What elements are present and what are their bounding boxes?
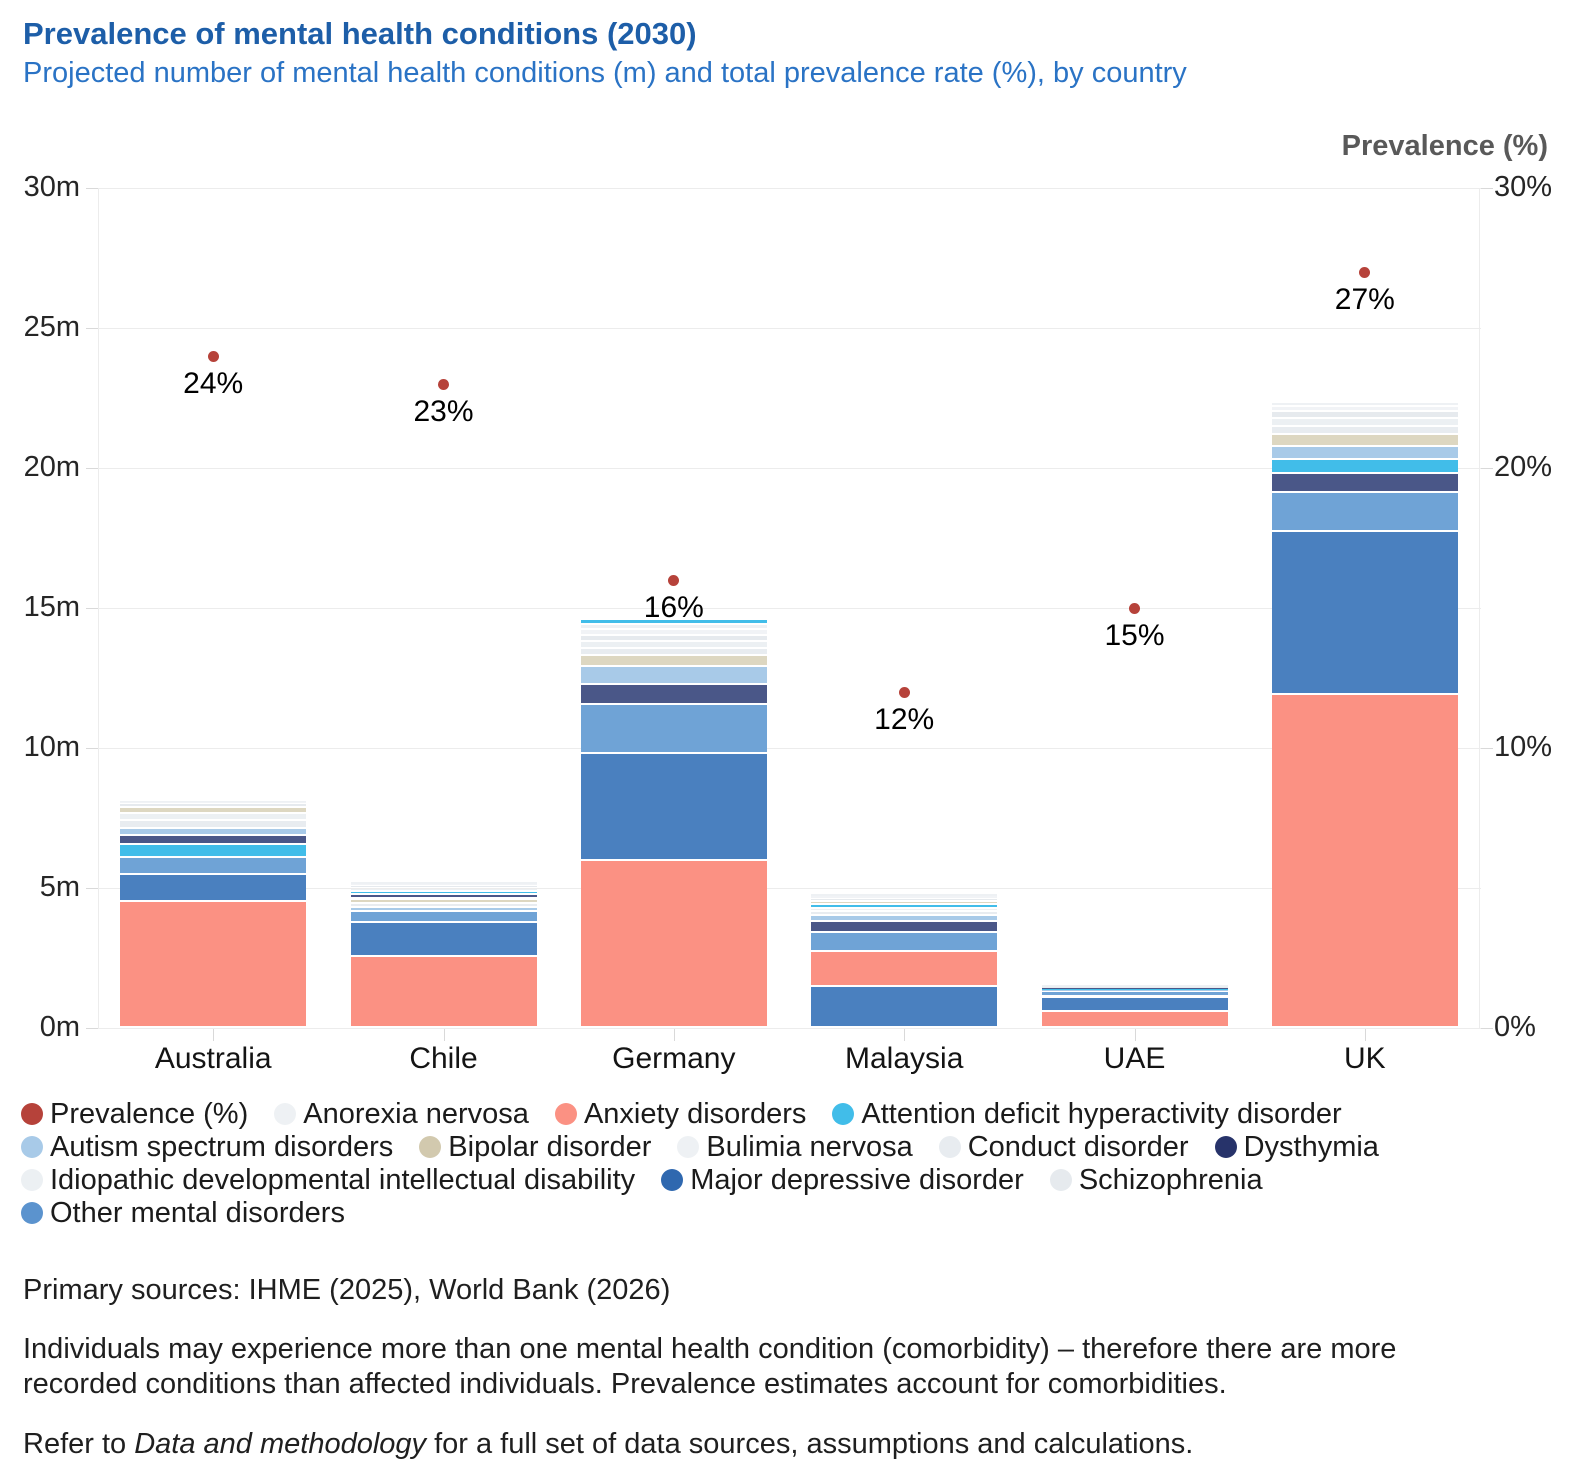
bar-segment-chile-idiopathic-developmental-intellectual-disability	[351, 889, 537, 890]
legend	[21, 1098, 1581, 1230]
bar-segment-chile-dysthymia	[351, 895, 537, 897]
prevalence-dot-australia	[208, 351, 219, 362]
prevalence-dot-chile	[438, 379, 449, 390]
bar-segment-uk-anorexia-nervosa	[1272, 407, 1458, 411]
bar-segment-australia-anorexia-nervosa	[120, 802, 306, 803]
x-axis-tick-australia	[213, 1029, 214, 1041]
legend-row-2	[21, 1131, 1581, 1163]
y-axis-label-20m: 20m	[23, 451, 80, 483]
chart-subtitle: Projected number of mental health conditions (m) and total prevalence rate (%), by country	[23, 57, 1187, 89]
bar-segment-uae-anxiety-disorders	[1042, 1012, 1228, 1026]
legend-label-anxiety-disorders: Anxiety disorders	[583, 1097, 807, 1130]
bar-segment-chile-major-depressive-disorder	[351, 923, 537, 955]
legend-row-4	[21, 1197, 1581, 1229]
legend-swatch-anorexia-nervosa	[274, 1103, 296, 1125]
x-axis-label-malaysia: Malaysia	[845, 1042, 964, 1075]
legend-swatch-anxiety-disorders	[555, 1103, 577, 1125]
legend-swatch-idiopathic-developmental-intellectual-disability	[21, 1169, 43, 1191]
legend-item-anorexia-nervosa	[274, 1098, 529, 1131]
y-axis-label-20pct: 20%	[1494, 451, 1553, 483]
bar-segment-australia-attention-deficit-hyperactivity-disorder	[120, 845, 306, 856]
x-axis-label-australia: Australia	[154, 1042, 272, 1075]
bar-segment-chile-conduct-disorder	[351, 904, 537, 906]
bar-segment-chile-anorexia-nervosa	[351, 884, 537, 885]
legend-item-other-mental-disorders	[21, 1197, 345, 1230]
y-axis-tick-right-10pct	[1481, 748, 1493, 749]
bar-segment-uk-conduct-disorder	[1272, 427, 1458, 433]
x-axis-tick-germany	[674, 1029, 675, 1041]
y-axis-label-5m: 5m	[39, 871, 80, 903]
x-axis-label-chile: Chile	[409, 1042, 478, 1075]
prevalence-value-label-malaysia: 12%	[874, 703, 935, 736]
bar-segment-uk-bipolar-disorder	[1272, 435, 1458, 445]
legend-row-1	[21, 1098, 1581, 1130]
bar-segment-australia-bipolar-disorder	[120, 808, 306, 812]
legend-swatch-bulimia-nervosa	[677, 1136, 699, 1158]
bar-segment-germany-dysthymia	[581, 685, 767, 703]
bar-segment-uae-major-depressive-disorder	[1042, 998, 1228, 1010]
bar-segment-uk-dysthymia	[1272, 474, 1458, 492]
x-axis-tick-uk	[1365, 1029, 1366, 1041]
bar-segment-germany-bulimia-nervosa	[581, 625, 767, 628]
bar-segment-malaysia-bipolar-disorder	[811, 902, 997, 903]
bar-segment-australia-idiopathic-developmental-intellectual-disability	[120, 814, 306, 819]
bar-segment-malaysia-anxiety-disorders	[811, 952, 997, 985]
y-axis-tick-left-10m	[86, 748, 98, 749]
prevalence-value-label-uae: 15%	[1104, 619, 1165, 652]
y-axis-tick-right-0pct	[1481, 1028, 1493, 1029]
legend-swatch-prevalence	[21, 1103, 43, 1125]
y-axis-label-15m: 15m	[23, 591, 80, 623]
x-axis-tick-chile	[444, 1029, 445, 1041]
bar-segment-uk-schizophrenia	[1272, 412, 1458, 417]
x-axis-label-uae: UAE	[1103, 1042, 1166, 1075]
bar-segment-uk-bulimia-nervosa	[1272, 403, 1458, 405]
y-axis-label-30pct: 30%	[1494, 171, 1553, 203]
gridline-30m	[98, 188, 1481, 189]
bar-segment-uk-anxiety-disorders	[1272, 695, 1458, 1026]
prevalence-dot-germany	[668, 575, 679, 586]
bar-segment-australia-schizophrenia	[120, 804, 306, 805]
legend-item-prevalence	[21, 1098, 248, 1131]
y-axis-tick-right-30pct	[1481, 188, 1493, 189]
legend-swatch-attention-deficit-hyperactivity-disorder	[832, 1103, 854, 1125]
bar-segment-australia-bulimia-nervosa	[120, 801, 306, 802]
bar-segment-uae-attention-deficit-hyperactivity-disorder	[1042, 989, 1228, 990]
bar-segment-germany-schizophrenia	[581, 636, 767, 640]
bar-segment-malaysia-autism-spectrum-disorders	[811, 916, 997, 920]
y-axis-label-30m: 30m	[23, 171, 80, 203]
legend-row-3	[21, 1164, 1581, 1196]
bar-segment-chile-bulimia-nervosa	[351, 882, 537, 883]
bar-segment-uk-autism-spectrum-disorders	[1272, 447, 1458, 458]
bar-segment-malaysia-idiopathic-developmental-intellectual-disability	[811, 909, 997, 910]
legend-label-bipolar-disorder: Bipolar disorder	[448, 1130, 652, 1163]
bar-segment-germany-idiopathic-developmental-intellectual-disability	[581, 642, 767, 647]
x-axis-tick-uae	[1135, 1029, 1136, 1041]
bar-segment-chile-schizophrenia	[351, 886, 537, 887]
bar-segment-australia-conduct-disorder	[120, 821, 306, 827]
bar-segment-malaysia-conduct-disorder	[811, 912, 997, 914]
bar-segment-germany-bipolar-disorder	[581, 656, 767, 665]
legend-item-conduct-disorder	[939, 1131, 1189, 1164]
bar-segment-australia-major-depressive-disorder	[120, 875, 306, 900]
y-axis-label-10pct: 10%	[1494, 731, 1553, 763]
y-axis-tick-left-25m	[86, 328, 98, 329]
bar-segment-uk-major-depressive-disorder	[1272, 532, 1458, 692]
bar-segment-australia-dysthymia	[120, 836, 306, 843]
bar-segment-germany-other-mental-disorders	[581, 705, 767, 751]
legend-label-dysthymia: Dysthymia	[1243, 1130, 1379, 1163]
legend-label-autism-spectrum-disorders: Autism spectrum disorders	[50, 1130, 394, 1163]
methodology-note-italic: Data and methodology	[134, 1428, 427, 1460]
legend-label-anorexia-nervosa: Anorexia nervosa	[303, 1097, 529, 1130]
y-axis-tick-right-20pct	[1481, 468, 1493, 469]
y-axis-label-25m: 25m	[23, 311, 80, 343]
bar-segment-malaysia-major-depressive-disorder	[811, 987, 997, 1026]
legend-label-attention-deficit-hyperactivity-disorder: Attention deficit hyperactivity disorder	[861, 1097, 1342, 1130]
prevalence-value-label-germany: 16%	[643, 591, 704, 624]
legend-label-prevalence: Prevalence (%)	[50, 1097, 249, 1130]
methodology-note-prefix: Refer to	[23, 1428, 135, 1460]
legend-item-bipolar-disorder	[419, 1131, 651, 1164]
bar-segment-australia-anxiety-disorders	[120, 902, 306, 1026]
legend-label-conduct-disorder: Conduct disorder	[967, 1130, 1189, 1163]
bar-segment-chile-attention-deficit-hyperactivity-disorder	[351, 892, 537, 893]
bar-segment-malaysia-other-mental-disorders	[811, 933, 997, 951]
prevalence-value-label-australia: 24%	[183, 367, 244, 400]
legend-swatch-other-mental-disorders	[21, 1202, 43, 1224]
page-title: Prevalence of mental health conditions (2030)	[23, 16, 697, 51]
legend-label-other-mental-disorders: Other mental disorders	[50, 1196, 345, 1229]
legend-item-major-depressive-disorder	[661, 1164, 1024, 1197]
comorbidity-note: Individuals may experience more than one mental health condition (comorbidity) – therefore there are more recorded conditions than affected individuals. Prevalence estimates account for comorbidities.	[23, 1333, 1397, 1400]
bar-segment-germany-autism-spectrum-disorders	[581, 667, 767, 683]
legend-swatch-dysthymia	[1215, 1136, 1237, 1158]
legend-swatch-autism-spectrum-disorders	[21, 1136, 43, 1158]
bar-segment-australia-autism-spectrum-disorders	[120, 829, 306, 835]
right-axis-title: Prevalence (%)	[1341, 130, 1548, 162]
y-axis-label-0pct: 0%	[1494, 1011, 1536, 1043]
y-axis-tick-left-0m	[86, 1028, 98, 1029]
bar-segment-australia-other-mental-disorders	[120, 858, 306, 874]
gridline-0m	[98, 1028, 1481, 1029]
prevalence-dot-uk	[1359, 267, 1370, 278]
legend-item-anxiety-disorders	[555, 1098, 806, 1131]
y-axis-label-10m: 10m	[23, 731, 80, 763]
gridline-25m	[98, 328, 1481, 329]
legend-swatch-major-depressive-disorder	[661, 1169, 683, 1191]
legend-label-bulimia-nervosa: Bulimia nervosa	[706, 1130, 913, 1163]
bar-segment-uae-other-mental-disorders	[1042, 992, 1228, 996]
bar-segment-uk-attention-deficit-hyperactivity-disorder	[1272, 460, 1458, 471]
bar-segment-germany-anorexia-nervosa	[581, 630, 767, 634]
bar-segment-malaysia-bulimia-nervosa	[811, 894, 997, 895]
x-axis-label-uk: UK	[1343, 1042, 1386, 1075]
x-axis-label-germany: Germany	[612, 1042, 736, 1075]
bar-segment-uk-other-mental-disorders	[1272, 493, 1458, 530]
bar-segment-germany-major-depressive-disorder	[581, 754, 767, 860]
bar-segment-chile-anxiety-disorders	[351, 957, 537, 1026]
bar-segment-chile-autism-spectrum-disorders	[351, 908, 537, 910]
y-axis-label-0m: 0m	[39, 1011, 80, 1043]
methodology-note	[23, 1428, 1193, 1461]
legend-label-idiopathic-developmental-intellectual-disability: Idiopathic developmental intellectual disability	[50, 1163, 636, 1196]
bar-segment-chile-bipolar-disorder	[351, 900, 537, 902]
legend-item-attention-deficit-hyperactivity-disorder	[832, 1098, 1341, 1131]
bar-segment-germany-conduct-disorder	[581, 649, 767, 654]
sources-note: Primary sources: IHME (2025), World Bank (2026)	[23, 1274, 671, 1306]
legend-label-schizophrenia: Schizophrenia	[1078, 1163, 1263, 1196]
legend-item-idiopathic-developmental-intellectual-disability	[21, 1164, 635, 1197]
legend-item-schizophrenia	[1050, 1164, 1263, 1197]
legend-swatch-schizophrenia	[1050, 1169, 1072, 1191]
bar-segment-malaysia-schizophrenia	[811, 899, 997, 900]
bar-segment-malaysia-dysthymia	[811, 922, 997, 930]
legend-item-dysthymia	[1215, 1131, 1379, 1164]
prevalence-value-label-uk: 27%	[1334, 283, 1395, 316]
legend-swatch-bipolar-disorder	[419, 1136, 441, 1158]
legend-item-bulimia-nervosa	[677, 1131, 912, 1164]
bar-segment-uae-autism-spectrum-disorders	[1042, 990, 1228, 991]
bar-segment-chile-other-mental-disorders	[351, 912, 537, 921]
legend-swatch-conduct-disorder	[939, 1136, 961, 1158]
bar-segment-malaysia-attention-deficit-hyperactivity-disorder	[811, 905, 997, 908]
bar-segment-uk-idiopathic-developmental-intellectual-disability	[1272, 419, 1458, 425]
y-axis-tick-left-20m	[86, 468, 98, 469]
methodology-note-suffix: for a full set of data sources, assumptions and calculations.	[426, 1428, 1194, 1460]
y-axis-tick-left-5m	[86, 888, 98, 889]
y-axis-tick-left-15m	[86, 608, 98, 609]
bar-segment-uae-bulimia-nervosa	[1042, 985, 1228, 986]
bar-segment-germany-anxiety-disorders	[581, 861, 767, 1026]
prevalence-dot-uae	[1129, 603, 1140, 614]
bar-segment-malaysia-anorexia-nervosa	[811, 896, 997, 897]
x-axis-tick-malaysia	[904, 1029, 905, 1041]
prevalence-value-label-chile: 23%	[413, 395, 474, 428]
y-axis-tick-left-30m	[86, 188, 98, 189]
prevalence-dot-malaysia	[899, 687, 910, 698]
legend-item-autism-spectrum-disorders	[21, 1131, 393, 1164]
legend-label-major-depressive-disorder: Major depressive disorder	[690, 1163, 1024, 1196]
